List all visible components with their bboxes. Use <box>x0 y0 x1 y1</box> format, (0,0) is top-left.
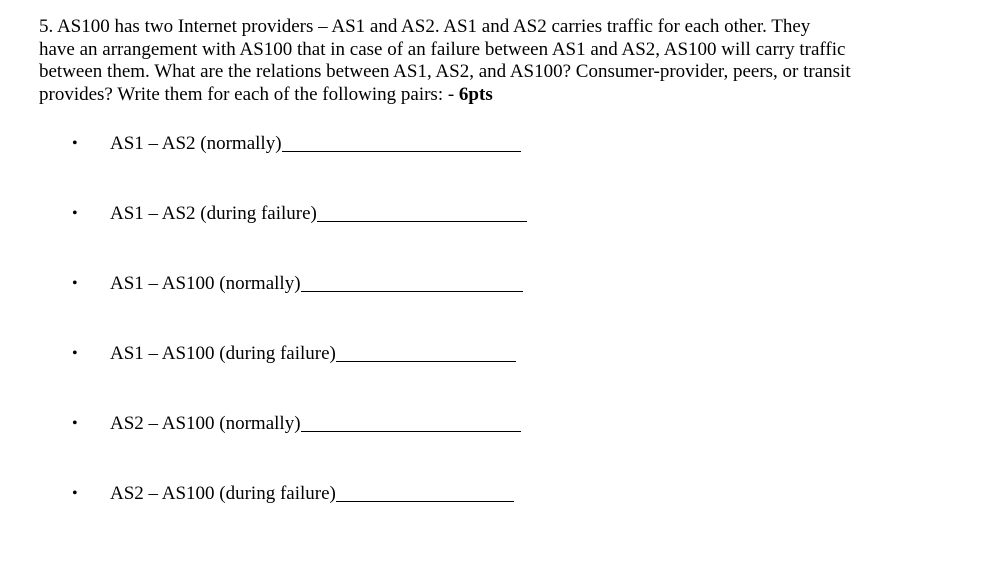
question-text <box>39 16 939 106</box>
list-item-as2-as100-normally <box>72 412 521 436</box>
answer-blank[interactable] <box>317 202 527 222</box>
answer-blank[interactable] <box>336 342 516 362</box>
bullet-icon: • <box>72 135 78 152</box>
list-item-as1-as2-normally <box>72 132 521 156</box>
pair-label: AS2 – AS100 (normally) <box>110 413 301 434</box>
question-line: between them. What are the relations between AS1, AS2, and AS100? Consumer-provider, peers, or transit <box>39 61 851 82</box>
question-line: have an arrangement with AS100 that in case of an failure between AS1 and AS2, AS100 will carry traffic <box>39 38 846 60</box>
pair-label: AS1 – AS2 (during failure) <box>110 203 317 224</box>
pair-label: AS1 – AS2 (normally) <box>110 133 282 154</box>
answer-blank[interactable] <box>282 132 521 152</box>
answer-blank[interactable] <box>301 272 523 292</box>
question-line-text: provides? Write them for each of the following pairs: - <box>39 83 459 105</box>
answer-blank[interactable] <box>301 412 521 432</box>
pair-label: AS1 – AS100 (during failure) <box>110 343 336 364</box>
list-item-as1-as100-normally <box>72 272 523 296</box>
list-item-as1-as100-failure <box>72 342 516 366</box>
bullet-icon: • <box>72 345 78 362</box>
points-value: 6pts <box>458 83 493 105</box>
list-item-as2-as100-failure <box>72 482 514 506</box>
pair-label: AS1 – AS100 (normally) <box>110 273 301 294</box>
bullet-icon: • <box>72 485 78 502</box>
question-line: 5. AS100 has two Internet providers – AS1 and AS2. AS1 and AS2 carries traffic for each other. They <box>39 16 811 37</box>
bullet-icon: • <box>72 205 78 222</box>
answer-blank[interactable] <box>336 482 514 502</box>
question-line <box>39 84 939 107</box>
bullet-icon: • <box>72 415 78 432</box>
bullet-icon: • <box>72 275 78 292</box>
list-item-as1-as2-failure <box>72 202 527 226</box>
pair-label: AS2 – AS100 (during failure) <box>110 483 336 504</box>
